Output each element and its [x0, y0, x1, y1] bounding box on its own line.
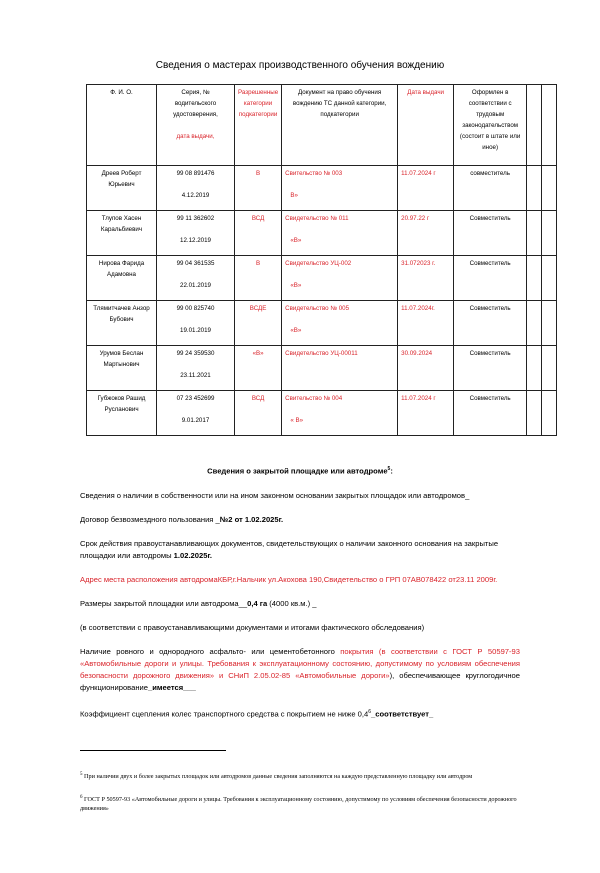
cell-employment [454, 256, 527, 301]
category-value: В [256, 260, 261, 267]
document-date: 20.97.22 г [401, 215, 430, 222]
header-license-date: дата выдачи, [176, 133, 215, 140]
cell-empty-1 [527, 211, 542, 256]
friction-label: Коэффициент сцепления колес транспортного средства с покрытием не ниже 0,4 [80, 709, 369, 719]
agreement-label: Договор безвозмездного пользования _ [80, 515, 220, 524]
document-date: 11.07.2024 г [401, 170, 436, 177]
category-value: ВСД [251, 395, 265, 402]
instructor-name: Дреев Роберт Юрьевич [101, 170, 142, 188]
page-title: Сведения о мастерах производственного обучения вождению [155, 60, 445, 71]
cell-document [282, 301, 398, 346]
license-number: 99 04 361535 [176, 260, 215, 267]
cell-empty-2 [542, 301, 557, 346]
document-number: Свидетельство УЦ-002 [285, 260, 352, 267]
cell-category [235, 256, 282, 301]
employment-status: Совместитель [469, 350, 511, 357]
validity-value: 1.02.2025г. [173, 551, 212, 560]
document-category: « В» [290, 417, 304, 424]
size-label: Размеры закрытой площадки или автодрома__ [80, 599, 248, 608]
cell-employment [454, 211, 527, 256]
table-row [87, 346, 557, 391]
surface-paragraph [80, 646, 520, 694]
agreement-paragraph [80, 514, 520, 526]
cell-category [235, 346, 282, 391]
validity-paragraph [80, 538, 520, 562]
header-fio: Ф. И. О. [87, 85, 157, 166]
surface-text-2: ), обеспечивающее круглогодичное функционирование [80, 671, 520, 692]
cell-employment [454, 166, 527, 211]
cell-license [157, 301, 235, 346]
cell-category [235, 166, 282, 211]
table-header-row [87, 85, 557, 166]
table-row [87, 166, 557, 211]
cell-document [282, 391, 398, 436]
category-value: ВСД [251, 215, 265, 222]
instructor-name: Тлупов Хасен Каральбиевич [100, 215, 143, 233]
cell-empty-2 [542, 166, 557, 211]
document-number: Свидетельство УЦ-00011 [285, 350, 358, 357]
category-value: ВСДЕ [249, 305, 267, 312]
document-category: «В» [290, 237, 302, 244]
license-date: 9.01.2017 [181, 417, 210, 424]
document-date: 31.072023 г. [401, 260, 436, 267]
employment-status: Совместитель [469, 305, 511, 312]
surface-text-1: Наличие ровного и однородного асфальто- или цементобетонного [80, 647, 341, 656]
header-date: Дата выдачи [398, 85, 454, 166]
license-date: 4.12.2019 [181, 192, 210, 199]
document-category: «В» [290, 282, 302, 289]
license-number: 07 23 452699 [176, 395, 215, 402]
cell-license [157, 211, 235, 256]
header-categories-text: Разрешенные категории подкатегории [238, 89, 279, 118]
surface-standard-text: покрытия (в соответствии с ГОСТ Р 50597-93 «Автомобильные дороги и улицы. Требования к эксплуатационному состоянию, допустимому по условиям обеспечения безопасности дорожного движения» и СНиП 2.05.02-85 «Автомобильные дороги» [80, 647, 520, 680]
document-number: Свидетельство № 011 [285, 215, 349, 222]
validity-label: Срок действия правоустанавливающих документов, свидетельствующих о наличии законного основания на закрытые площадки или автодромы [80, 539, 499, 560]
cell-employment [454, 346, 527, 391]
cell-document [282, 346, 398, 391]
cell-empty-1 [527, 166, 542, 211]
cell-doc-date [398, 391, 454, 436]
header-license [157, 85, 235, 166]
footnote-5-text: При наличии двух и более закрытых площадок или автодромов данные сведения заполняются на каждую представленную площадку или автодром [82, 773, 473, 781]
section-title [0, 466, 600, 476]
cell-doc-date [398, 166, 454, 211]
cell-doc-date [398, 256, 454, 301]
ownership-paragraph: Сведения о наличии в собственности или на ином законном основании закрытых площадок или автодромов_ [80, 491, 470, 500]
cell-empty-2 [542, 256, 557, 301]
header-categories [235, 85, 282, 166]
header-empty-2 [542, 85, 557, 166]
agreement-value: №2 от 1.02.2025г. [219, 515, 284, 524]
document-number: Свидетельство № 005 [285, 305, 350, 312]
license-date: 22.01.2019 [180, 282, 211, 289]
cell-license [157, 346, 235, 391]
instructor-name: Нирова Фарида Адамовна [98, 260, 145, 278]
instructor-name: Губжоков Рашид Русланович [97, 395, 146, 413]
footnote-5 [80, 770, 520, 781]
friction-value: _соответствует_ [371, 709, 434, 719]
friction-paragraph [80, 706, 520, 721]
cell-empty-2 [542, 346, 557, 391]
instructor-name: Урумов Беслан Мартынович [99, 350, 144, 368]
size-value: 0,4 га [247, 599, 268, 608]
cell-doc-date [398, 346, 454, 391]
cell-doc-date [398, 301, 454, 346]
category-value: В [256, 170, 261, 177]
cell-document [282, 166, 398, 211]
footnote-6-mark: 6 [80, 795, 83, 800]
cell-name [87, 211, 157, 256]
cell-employment [454, 301, 527, 346]
header-document: Документ на право обучения вождению ТС данной категории, подкатегории [282, 85, 398, 166]
document-date: 11.07.2024 г [401, 395, 436, 402]
header-employment: Оформлен в соответствии с трудовым законодательством (состоит в штате или иное) [454, 85, 527, 166]
cell-empty-2 [542, 211, 557, 256]
cell-document [282, 211, 398, 256]
cell-document [282, 256, 398, 301]
footnote-6-text: ГОСТ Р 50597-93 «Автомобильные дороги и улицы. Требования к эксплуатационному состоянию, допустимому по условиям обеспечения безопасности дорожного движения» [80, 796, 517, 813]
surface-value: _имеется___ [148, 683, 196, 692]
cell-category [235, 301, 282, 346]
footnote-separator [80, 750, 226, 751]
cell-license [157, 166, 235, 211]
address-paragraph: Адрес места расположения автодромаКБР,г.Нальчик ул.Акохова 190,Свидетельство о ГРП 07АВ078422 от23.11 2009г. [80, 575, 498, 584]
cell-empty-1 [527, 346, 542, 391]
footnote-5-mark: 5 [80, 772, 83, 777]
category-value: «В» [252, 350, 264, 357]
employment-status: совместитель [470, 170, 511, 177]
employment-status: Совместитель [469, 395, 511, 402]
masters-table [86, 84, 557, 436]
cell-name [87, 346, 157, 391]
employment-status: Совместитель [469, 215, 511, 222]
license-number: 99 24 359530 [176, 350, 215, 357]
section-title-text: Сведения о закрытой площадке или автодроме [207, 466, 388, 476]
section-title-footnote-mark: 5 [387, 466, 391, 472]
header-empty-1 [527, 85, 542, 166]
document-date: 30.09.2024 [401, 350, 433, 357]
document-date: 11.07.2024г. [401, 305, 435, 312]
size-paragraph [80, 598, 520, 610]
cell-name [87, 301, 157, 346]
employment-status: Совместитель [469, 260, 511, 267]
cell-license [157, 256, 235, 301]
cell-name [87, 391, 157, 436]
friction-footnote-mark: 6 [368, 709, 372, 715]
cell-empty-1 [527, 391, 542, 436]
license-number: 99 08 891476 [176, 170, 215, 177]
table-row [87, 301, 557, 346]
license-date: 19.01.2019 [180, 327, 211, 334]
cell-empty-2 [542, 391, 557, 436]
cell-doc-date [398, 211, 454, 256]
cell-employment [454, 391, 527, 436]
cell-name [87, 256, 157, 301]
cell-name [87, 166, 157, 211]
basis-note: (в соответствии с правоустанавливающими документами и итогами фактического обследования) [80, 623, 425, 632]
document-category: В» [290, 192, 298, 199]
cell-license [157, 391, 235, 436]
license-date: 23.11.2021 [180, 372, 211, 379]
instructor-name: Тлямитчачев Анзор Бубович [93, 305, 150, 323]
section-title-colon: : [390, 466, 393, 476]
footnote-6 [80, 793, 520, 813]
document-number: Свительство № 003 [285, 170, 343, 177]
license-number: 99 11 362602 [176, 215, 215, 222]
cell-category [235, 391, 282, 436]
header-license-label: Серия, № водительского удостоверения, [173, 89, 218, 118]
size-tail: (4000 кв.м.) _ [267, 599, 317, 608]
cell-category [235, 211, 282, 256]
table-row [87, 211, 557, 256]
document-category: «В» [290, 327, 302, 334]
document-number: Свительство № 004 [285, 395, 343, 402]
table-row [87, 256, 557, 301]
license-date: 12.12.2019 [180, 237, 211, 244]
table-row [87, 391, 557, 436]
cell-empty-1 [527, 301, 542, 346]
cell-empty-1 [527, 256, 542, 301]
license-number: 99 00 825740 [176, 305, 215, 312]
